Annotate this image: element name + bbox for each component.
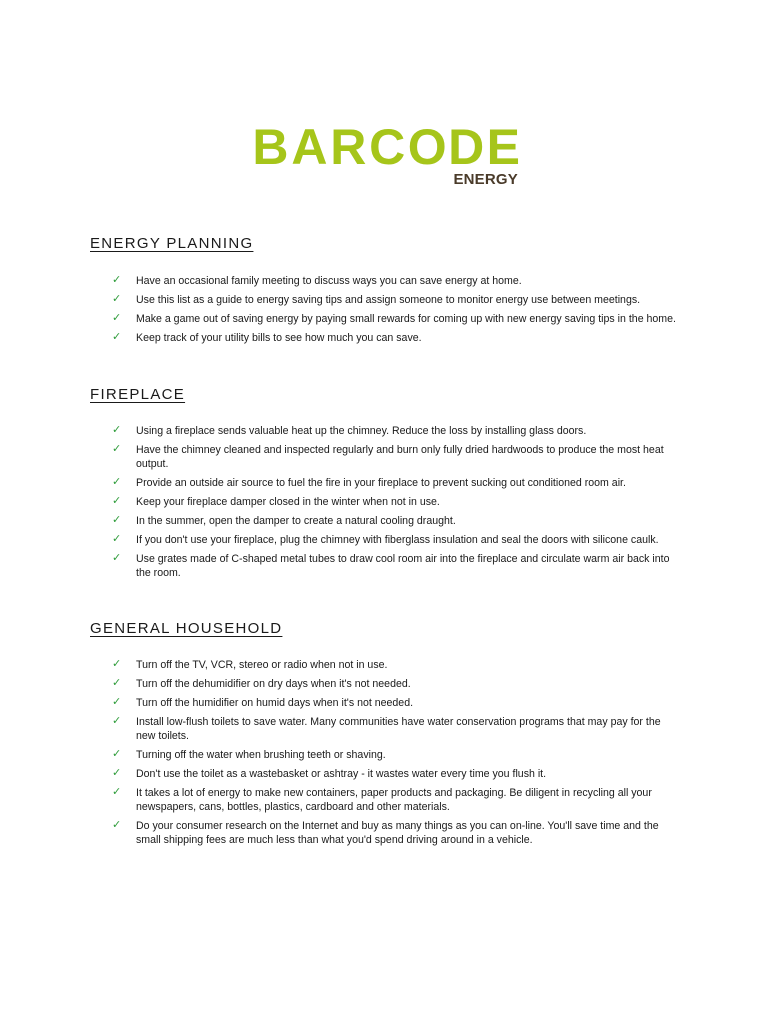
list-item [112, 767, 682, 781]
list-item-text: It takes a lot of energy to make new containers, paper products and packaging. Be diligent in recycling all your newspapers, cans, bottles, plastics, cardboard and other materials. [136, 787, 652, 813]
list-item [112, 274, 682, 288]
list-item-text: Turn off the TV, VCR, stereo or radio when not in use. [136, 659, 388, 671]
barcode-energy-logo [252, 119, 522, 190]
check-mark-icon: ✓ [112, 476, 122, 488]
list-item [112, 331, 682, 345]
check-mark-icon: ✓ [112, 658, 122, 670]
general-household-list [112, 658, 682, 852]
list-item-text: Make a game out of saving energy by paying small rewards for coming up with new energy saving tips in the home. [136, 313, 676, 325]
fireplace-list [112, 424, 682, 585]
check-mark-icon: ✓ [112, 293, 122, 305]
list-item [112, 495, 682, 509]
check-mark-icon: ✓ [112, 274, 122, 286]
list-item-text: Have an occasional family meeting to discuss ways you can save energy at home. [136, 275, 522, 287]
check-mark-icon: ✓ [112, 495, 122, 507]
list-item [112, 715, 682, 743]
check-mark-icon: ✓ [112, 533, 122, 545]
energy-planning-list [112, 274, 682, 350]
check-mark-icon: ✓ [112, 819, 122, 831]
list-item-text: Install low-flush toilets to save water. Many communities have water conservation programs that may pay for the new toilets. [136, 716, 661, 742]
logo-subtitle: ENERGY [453, 171, 518, 188]
check-mark-icon: ✓ [112, 677, 122, 689]
logo-wordmark [252, 119, 522, 175]
list-item [112, 819, 682, 847]
list-item-text: Don't use the toilet as a wastebasket or ashtray - it wastes water every time you flush it. [136, 768, 547, 780]
section-title-energy-planning: ENERGY PLANNING [90, 235, 254, 252]
list-item [112, 514, 682, 528]
check-mark-icon: ✓ [112, 424, 122, 436]
check-mark-icon: ✓ [112, 552, 122, 564]
list-item [112, 443, 682, 471]
list-item-text: Use this list as a guide to energy saving tips and assign someone to monitor energy use between meetings. [136, 294, 641, 306]
list-item-text: Use grates made of C-shaped metal tubes to draw cool room air into the fireplace and circulate warm air back into the room. [136, 553, 670, 579]
logo-letter: A [291, 124, 330, 170]
check-mark-icon: ✓ [112, 786, 122, 798]
list-item-text: Have the chimney cleaned and inspected regularly and burn only fully dried hardwoods to produce the most heat output. [136, 444, 664, 470]
logo-letter: E [486, 119, 520, 175]
list-item-text: Turning off the water when brushing teeth or shaving. [136, 749, 386, 761]
list-item-text: Turn off the dehumidifier on dry days when it's not needed. [136, 678, 411, 690]
section-title-general-household: GENERAL HOUSEHOLD [90, 620, 283, 637]
list-item [112, 786, 682, 814]
list-item [112, 533, 682, 547]
check-mark-icon: ✓ [112, 312, 122, 324]
check-mark-icon: ✓ [112, 514, 122, 526]
list-item [112, 312, 682, 326]
check-mark-icon: ✓ [112, 715, 122, 727]
list-item [112, 748, 682, 762]
check-mark-icon: ✓ [112, 696, 122, 708]
check-mark-icon: ✓ [112, 748, 122, 760]
list-item [112, 696, 682, 710]
list-item-text: Do your consumer research on the Internet and buy as many things as you can on-line. You'll save time and the small shipping fees are much less than what you'd spend driving around in a vehicle. [136, 820, 659, 846]
list-item [112, 293, 682, 307]
list-item-text: Turn off the humidifier on humid days when it's not needed. [136, 697, 414, 709]
list-item-text: If you don't use your fireplace, plug the chimney with fiberglass insulation and seal the doors with silicone caulk. [136, 534, 659, 546]
check-mark-icon: ✓ [112, 443, 122, 455]
list-item [112, 424, 682, 438]
section-title-fireplace: FIREPLACE [90, 386, 186, 403]
check-mark-icon: ✓ [112, 331, 122, 343]
logo-letter: D [448, 124, 487, 170]
logo-letter: B [252, 124, 291, 170]
list-item [112, 552, 682, 580]
list-item-text: Keep track of your utility bills to see how much you can save. [136, 332, 422, 344]
list-item-text: Keep your fireplace damper closed in the winter when not in use. [136, 496, 440, 508]
list-item [112, 658, 682, 672]
list-item [112, 476, 682, 490]
list-item-text: In the summer, open the damper to create a natural cooling draught. [136, 515, 456, 527]
logo-letter: C [369, 124, 408, 170]
logo-letter: R [330, 124, 369, 170]
list-item [112, 677, 682, 691]
check-mark-icon: ✓ [112, 767, 122, 779]
list-item-text: Provide an outside air source to fuel the fire in your fireplace to prevent sucking out conditioned room air. [136, 477, 626, 489]
list-item-text: Using a fireplace sends valuable heat up the chimney. Reduce the loss by installing glass doors. [136, 425, 587, 437]
logo-letter: O [407, 119, 447, 175]
